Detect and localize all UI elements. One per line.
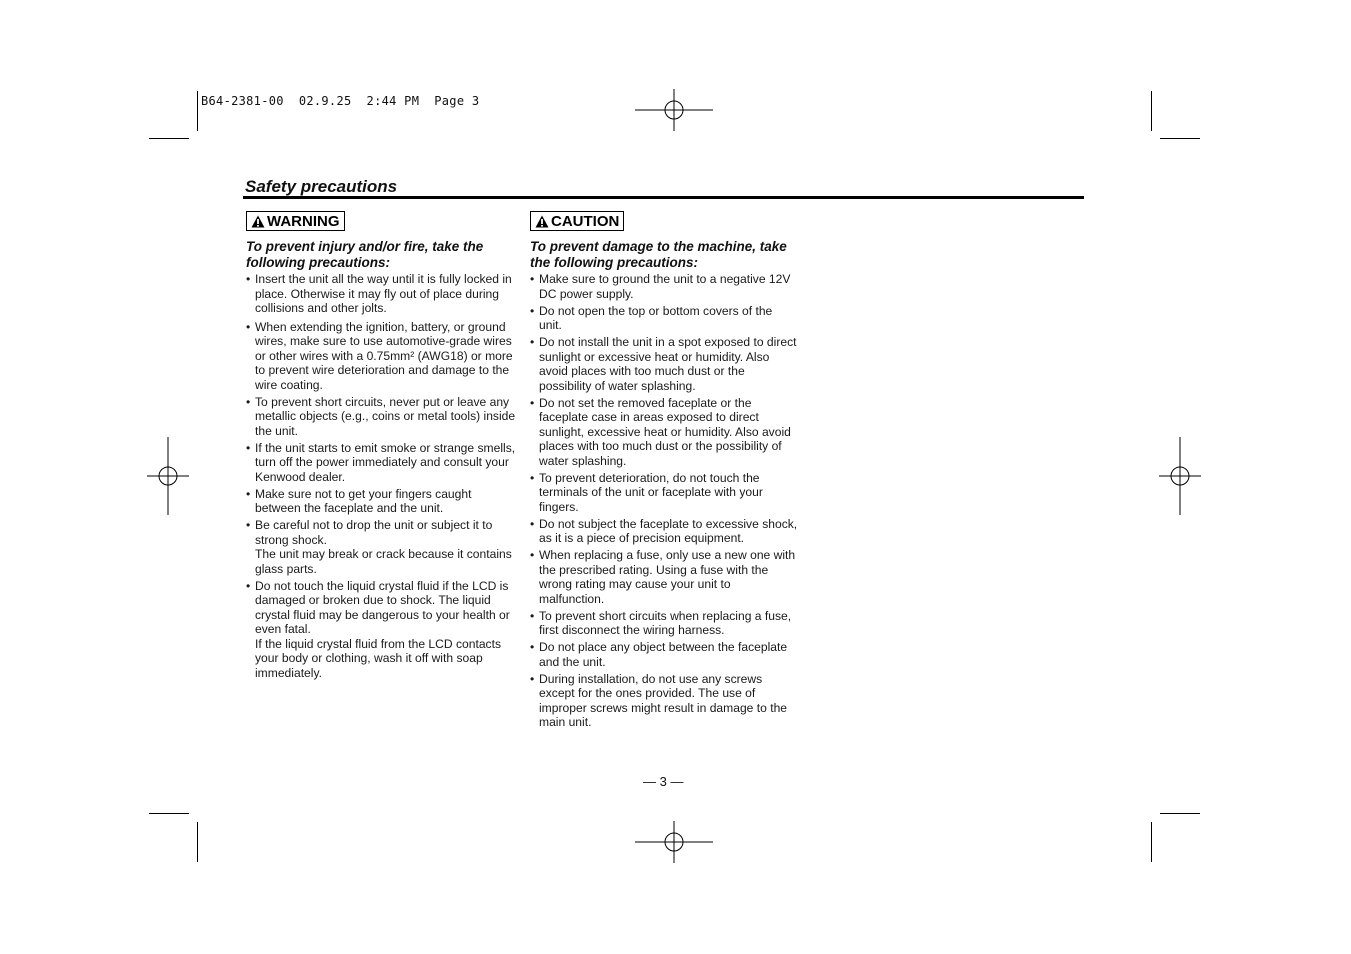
page-title: Safety precautions	[245, 177, 398, 196]
list-item	[530, 672, 798, 730]
list-item	[530, 304, 798, 333]
list-item	[246, 441, 518, 485]
list-item	[246, 395, 518, 439]
bullet-icon: •	[530, 516, 535, 531]
warning-list	[246, 272, 518, 680]
caution-badge	[530, 211, 624, 231]
caution-badge-label: CAUTION	[551, 212, 620, 230]
bullet-icon: •	[530, 335, 535, 349]
bullet-icon: •	[530, 548, 535, 562]
list-item-text: Be careful not to drop the unit or subject it to strong shock.	[255, 518, 493, 547]
warning-heading: To prevent injury and/or fire, take the following precautions:	[246, 239, 484, 270]
list-item-text: Do not open the top or bottom covers of the unit.	[539, 303, 773, 332]
list-item-text: If the unit starts to emit smoke or strange smells, turn off the power immediately and consult your Kenwood dealer.	[255, 440, 516, 484]
crop-mark-bottom-left-v	[197, 822, 198, 862]
title-rule	[243, 196, 1084, 199]
bullet-icon: •	[246, 319, 251, 334]
caution-column	[530, 239, 798, 732]
warning-column	[246, 239, 518, 683]
list-item-text: If the liquid crystal fluid from the LCD contacts your body or clothing, wash it off with soap immediately.	[255, 636, 502, 680]
registration-mark-right	[1141, 437, 1219, 515]
caution-list	[530, 272, 798, 730]
registration-mark-left	[129, 437, 207, 515]
page-number: — 3 —	[643, 774, 684, 789]
list-item-text: To prevent short circuits when replacing a fuse, first disconnect the wiring harness.	[539, 608, 792, 637]
list-item-text: Do not install the unit in a spot exposed to direct sunlight or excessive heat or humidity. Also avoid places with too much dust or the possibility of water splashing.	[539, 335, 797, 393]
print-slug: B64-2381-00 02.9.25 2:44 PM Page 3	[201, 94, 480, 108]
crop-mark-top-left-h	[149, 138, 189, 139]
bullet-icon: •	[246, 578, 251, 593]
list-item	[530, 396, 798, 469]
list-item	[246, 272, 518, 316]
list-item	[530, 335, 798, 393]
list-item	[530, 471, 798, 515]
crop-mark-top-left-v	[197, 91, 198, 131]
list-item-text: The unit may break or crack because it contains glass parts.	[255, 547, 512, 576]
list-item	[246, 518, 518, 576]
list-item-text: Insert the unit all the way until it is fully locked in place. Otherwise it may fly out of place during collisions and other jolts.	[255, 272, 512, 315]
list-item-text: During installation, do not use any screws except for the ones provided. The use of improper screws might result in damage to the main unit.	[539, 671, 788, 729]
warning-badge-label: WARNING	[267, 212, 340, 230]
list-item-text: Do not touch the liquid crystal fluid if the LCD is damaged or broken due to shock. The liquid crystal fluid may be dangerous to your health or even fatal.	[255, 578, 510, 636]
registration-mark-bottom	[635, 803, 713, 881]
bullet-icon: •	[530, 671, 535, 686]
bullet-icon: •	[530, 272, 535, 286]
crop-mark-top-right-v	[1151, 91, 1152, 131]
list-item	[530, 517, 798, 546]
bullet-icon: •	[246, 394, 251, 409]
list-item	[246, 320, 518, 393]
list-item-text: When replacing a fuse, only use a new one with the prescribed rating. Using a fuse with the wrong rating may cause your unit to malfunction.	[539, 548, 796, 606]
list-item-text: Make sure not to get your fingers caught between the faceplate and the unit.	[255, 486, 472, 515]
list-item-text: Do not place any object between the faceplate and the unit.	[539, 640, 788, 669]
warning-badge	[246, 211, 345, 231]
list-item	[530, 272, 798, 301]
crop-mark-bottom-right-h	[1160, 813, 1200, 814]
bullet-icon: •	[530, 608, 535, 623]
bullet-icon: •	[530, 303, 535, 318]
crop-mark-bottom-left-h	[149, 813, 189, 814]
list-item-text: To prevent short circuits, never put or leave any metallic objects (e.g., coins or metal tools) inside the unit.	[255, 394, 516, 438]
warning-triangle-icon	[535, 215, 549, 228]
bullet-icon: •	[530, 640, 535, 654]
list-item-text: Do not subject the faceplate to excessive shock, as it is a piece of precision equipment.	[539, 516, 798, 545]
bullet-icon: •	[530, 395, 535, 410]
list-item	[530, 609, 798, 638]
list-item-text: To prevent deterioration, do not touch the terminals of the unit or faceplate with your fingers.	[539, 470, 763, 514]
bullet-icon: •	[246, 518, 251, 532]
list-item	[530, 640, 798, 669]
bullet-icon: •	[246, 272, 251, 286]
bullet-icon: •	[246, 440, 251, 455]
warning-triangle-icon	[251, 215, 265, 228]
crop-mark-bottom-right-v	[1151, 822, 1152, 862]
list-item	[246, 579, 518, 681]
bullet-icon: •	[530, 470, 535, 485]
list-item	[530, 548, 798, 606]
bullet-icon: •	[246, 486, 251, 501]
list-item	[246, 487, 518, 516]
list-item-text: Make sure to ground the unit to a negative 12V DC power supply.	[539, 272, 791, 301]
crop-mark-top-right-h	[1160, 138, 1200, 139]
registration-mark-top	[635, 71, 713, 149]
caution-heading: To prevent damage to the machine, take the following precautions:	[530, 239, 787, 270]
list-item-text: Do not set the removed faceplate or the faceplate case in areas exposed to direct sunlight, excessive heat or humidity. Also avoid places with too much dust or the possibility of water splashing.	[539, 395, 791, 468]
list-item-text: When extending the ignition, battery, or ground wires, make sure to use automotive-grade wires or other wires with a 0.75mm² (AWG18) or more to prevent wire deterioration and damage to the wire coating.	[255, 319, 513, 392]
